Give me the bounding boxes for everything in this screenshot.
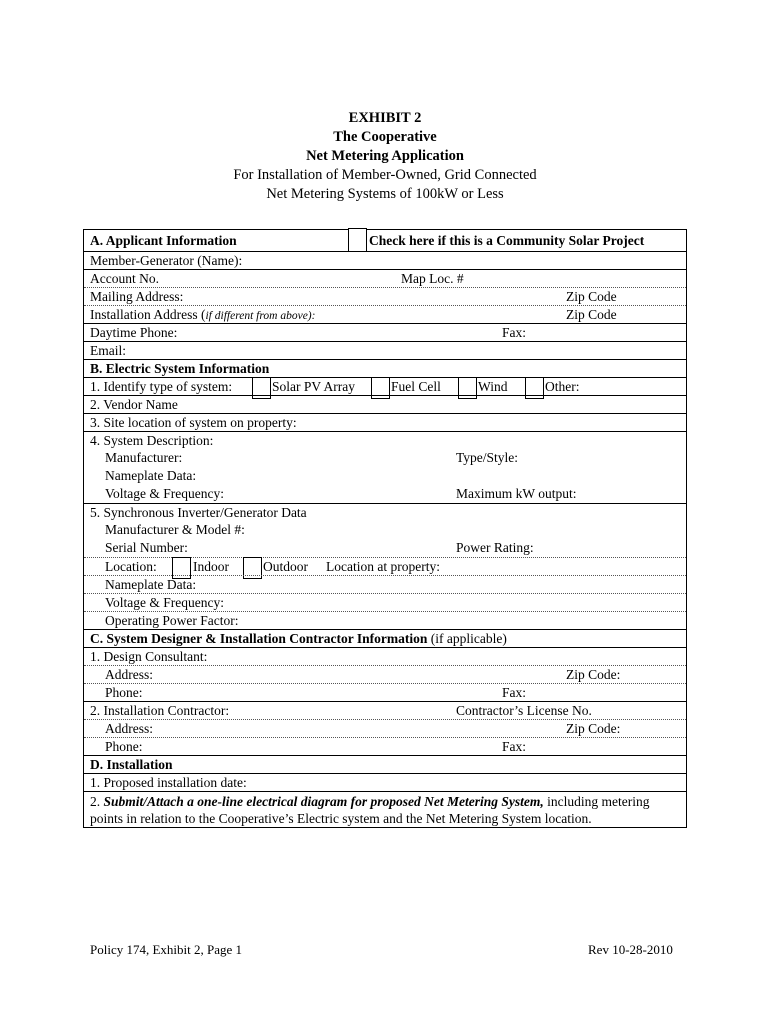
max-kw-label: Maximum kW output: [456,486,577,501]
manufacturer-model-row[interactable] [84,521,686,539]
voltage-frequency-label: Voltage & Frequency: [105,486,224,501]
voltage-frequency-2-label: Voltage & Frequency: [105,595,224,610]
email-row[interactable] [84,341,686,359]
design-consultant-row[interactable] [84,647,686,665]
fax-label: Fax: [502,325,527,340]
community-solar-label: Check here if this is a Community Solar Project [369,233,645,248]
design-consultant-label: 1. Design Consultant: [90,649,208,664]
diagram-instruction-row [84,791,686,827]
contractor-license-label: Contractor’s License No. [456,703,592,718]
power-rating-label: Power Rating: [456,540,534,555]
contractor-zip-label: Zip Code: [566,721,621,736]
contractor-address-label: Address: [105,721,153,736]
inverter-data-row [84,503,686,521]
system-description-label: 4. System Description: [90,433,214,448]
installation-address-label: Installation Address (if different from above): [90,307,316,322]
install-zip-code-label: Zip Code [566,307,617,322]
nameplate-data-2-row[interactable] [84,575,686,593]
consultant-phone-label: Phone: [105,685,143,700]
consultant-fax-label: Fax: [502,685,527,700]
mailing-address-label: Mailing Address: [90,289,184,304]
serial-number-row[interactable] [84,539,686,557]
daytime-phone-label: Daytime Phone: [90,325,178,340]
proposed-date-row[interactable] [84,773,686,791]
section-b-header-row [84,359,686,377]
application-form [83,229,687,828]
section-a-header-row [84,230,686,251]
account-row[interactable] [84,269,686,287]
contractor-phone-label: Phone: [105,739,143,754]
nameplate-data-2-label: Nameplate Data: [105,577,197,592]
system-type-row [84,377,686,395]
other-label: Other: [545,379,580,394]
mailing-address-row[interactable] [84,287,686,305]
voltage-frequency-2-row[interactable] [84,593,686,611]
contractor-phone-row[interactable] [84,737,686,755]
system-description-row [84,431,686,449]
location-label: Location: [105,559,157,574]
vendor-name-row[interactable] [84,395,686,413]
voltage-frequency-row[interactable] [84,485,686,503]
wind-label: Wind [478,379,508,394]
type-style-label: Type/Style: [456,450,519,465]
vendor-name-label: 2. Vendor Name [90,397,178,412]
section-c-header-row [84,629,686,647]
consultant-zip-label: Zip Code: [566,667,621,682]
diagram-instruction-line1: 2. Submit/Attach a one-line electrical diagram for proposed Net Metering System, including metering [90,794,650,809]
section-b-heading: B. Electric System Information [90,361,270,376]
community-solar-checkbox[interactable] [348,228,367,252]
consultant-address-row[interactable] [84,665,686,683]
location-at-property-label: Location at property: [326,559,440,574]
nameplate-data-label: Nameplate Data: [105,468,197,483]
member-generator-row[interactable] [84,251,686,269]
indoor-label: Indoor [193,559,229,574]
serial-number-label: Serial Number: [105,540,188,555]
contractor-address-row[interactable] [84,719,686,737]
contractor-fax-label: Fax: [502,739,527,754]
form-subtitle-line2: Net Metering Systems of 100kW or Less [266,186,504,202]
nameplate-data-row[interactable] [84,467,686,485]
footer-page-label: Policy 174, Exhibit 2, Page 1 [90,942,243,957]
map-loc-label: Map Loc. # [401,271,464,286]
site-location-row[interactable] [84,413,686,431]
consultant-phone-row[interactable] [84,683,686,701]
operating-power-factor-label: Operating Power Factor: [105,613,239,628]
installation-contractor-row[interactable] [84,701,686,719]
zip-code-label: Zip Code [566,289,617,304]
site-location-label: 3. Site location of system on property: [90,415,297,430]
outdoor-label: Outdoor [263,559,308,574]
section-d-header-row [84,755,686,773]
member-generator-label: Member-Generator (Name): [90,253,243,268]
diagram-instruction-line2: points in relation to the Cooperative’s Electric system and the Net Metering System location. [90,811,592,826]
installation-address-row[interactable] [84,305,686,323]
email-label: Email: [90,343,126,358]
form-subtitle-line1: For Installation of Member-Owned, Grid Connected [233,167,537,183]
footer-revision: Rev 10-28-2010 [588,942,673,957]
consultant-address-label: Address: [105,667,153,682]
location-row [84,557,686,575]
proposed-date-label: 1. Proposed installation date: [90,775,247,790]
manufacturer-label: Manufacturer: [105,450,183,465]
daytime-phone-row[interactable] [84,323,686,341]
solar-pv-label: Solar PV Array [272,379,355,394]
organization-name: The Cooperative [333,129,437,145]
operating-power-factor-row[interactable] [84,611,686,629]
inverter-data-label: 5. Synchronous Inverter/Generator Data [90,505,307,520]
system-type-label: 1. Identify type of system: [90,379,233,394]
section-c-heading: C. System Designer & Installation Contractor Information (if applicable) [90,631,507,646]
fuel-cell-label: Fuel Cell [391,379,441,394]
form-title: Net Metering Application [306,148,464,164]
installation-contractor-label: 2. Installation Contractor: [90,703,230,718]
section-d-heading: D. Installation [90,757,173,772]
document-header [0,109,770,204]
installation-address-note: if different from above): [205,310,316,322]
exhibit-label: EXHIBIT 2 [348,110,422,126]
account-no-label: Account No. [90,271,159,286]
manufacturer-model-label: Manufacturer & Model #: [105,522,245,537]
manufacturer-row[interactable] [84,449,686,467]
section-a-heading: A. Applicant Information [90,233,237,248]
